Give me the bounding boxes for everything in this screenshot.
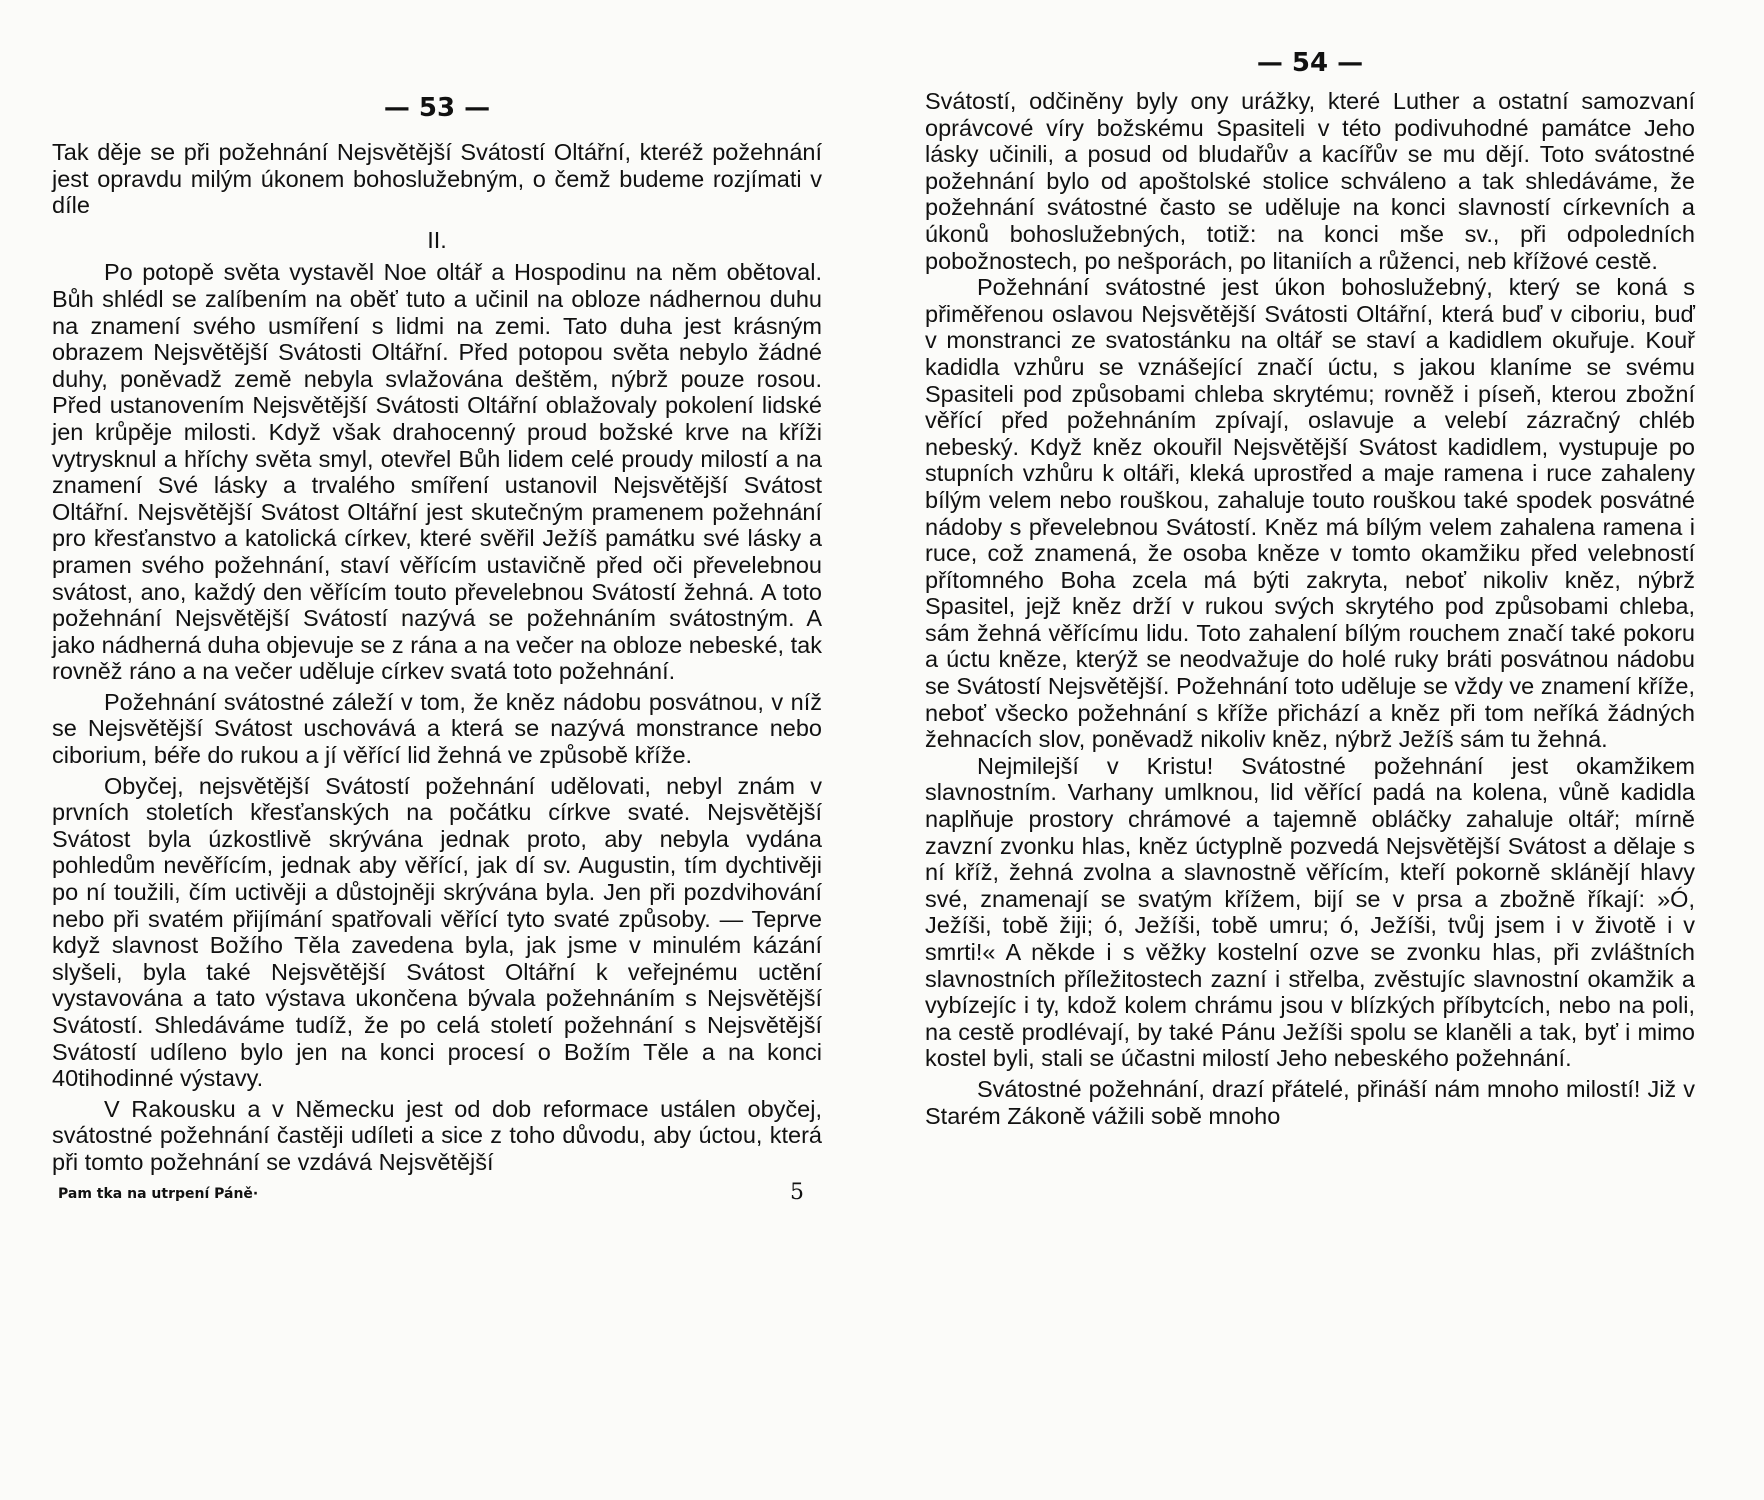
paragraph: Svátostné požehnání, drazí přátelé, přináší nám mnoho milostí! Již v Starém Zákoně vážili sobě mnoho [925,1075,1695,1129]
sheet-number: 5 [790,1179,804,1205]
paragraph: Obyčej, nejsvětější Svátostí požehnání udělovati, nebyl znám v prvních stoletích křesťanských na počátku církve svaté. Nejsvětější Svátost byla úzkostlivě skrývána jednak proto, aby nebyla vydána pohledům nevěřícím, jednak aby věřící, jak dí sv. Augustin, tím dychtivěji po ní toužili, čím uctivěji a důstojněji skrývána byla. Jen při pozdvihování nebo při svatém přijímání spatřovali věřící tyto svaté způsoby. — Teprve když slavnost Božího Těla zavedena byla, jak jsme v minulém kázání slyšeli, byla také Nejsvětější Svátost Oltářní k veřejnému uctění vystavována a tato výstava ukončena bývala požehnáním s Nejsvětější Svátostí. Shledáváme tudíž, že po celá století požehnání s Nejsvětější Svátostí udíleno bylo jen na konci procesí o Božím Těle a na konci 40tihodinné výstavy. [52,772,822,1092]
page-text [52,139,822,1176]
paragraph: Tak děje se při požehnání Nejsvětější Svátostí Oltářní, kteréž požehnání jest opravdu milým úkonem bohoslužebným, o čemž budeme rozjímati v díle [52,139,822,219]
paragraph: Požehnání svátostné jest úkon bohoslužebný, který se koná s přiměřenou oslavou Nejsvětější Svátosti Oltářní, která buď v ciboriu, buď v monstranci ze svatostánku na oltář se staví a kadidlem okuřuje. Kouř kadidla vzhůru se vznášející značí úctu, s jakou klaníme se svému Spasiteli pod způsobami chleba skrytému; rovněž i píseň, kterou zbožní věřící před požehnáním zpívají, oslavuje a velebí zázračný chléb nebeský. Když kněz okouřil Nejsvětější Svátost kadidlem, vystupuje po stupních vzhůru k oltáři, kleká uprostřed a maje ramena i ruce zahaleny bílým velem nebo rouškou, zahaluje touto rouškou také spodek posvátné nádoby s převelebnou Svátostí. Kněz má bílým velem zahalena ramena i ruce, což znamená, že osoba kněze v tomto okamžiku před velebností přítomného Boha zcela má býti zakryta, neboť nikoliv kněz, nýbrž Spasitel, jejž kněz drží v rukou svých skrytého pod způsobami chleba, sám žehná věřícímu lidu. Toto zahalení bílým rouchem značí také pokoru a úctu kněze, kterýž se neodvažuje do holé ruky bráti posvátnou nádobu se Svátostí Nejsvětější. Požehnání toto uděluje se vždy ve znamení kříže, neboť všecko požehnání s kříže přichází a kněz při tom neříká žádných žehnacích slov, poněvadž nikoliv kněz, nýbrž Ježíš sám tu žehná. [925,274,1695,753]
section-heading: II. [427,226,447,253]
paragraph: Požehnání svátostné záleží v tom, že kněz nádobu posvátnou, v níž se Nejsvětější Svátost uschovává a která se nazývá monstrance nebo ciborium, béře do rukou a jí věřící lid žehná ve způsobě kříže. [52,688,822,769]
right-page [925,0,1695,1129]
left-page [52,0,822,1204]
page-number: — 54 — [1256,48,1364,78]
paragraph: Po potopě světa vystavěl Noe oltář a Hospodinu na něm obětoval. Bůh shlédl se zalíbením na oběť tuto a učinil na obloze nádhernou duhu na znamení svého usmíření s lidmi na zemi. Tato duha jest krásným obrazem Nejsvětější Svátosti Oltářní. Před potopou světa nebylo žádné duhy, poněvadž země nebyla svlažována deštěm, nýbrž pouze rosou. Před ustanovením Nejsvětější Svátosti Oltářní oblažovaly pokolení lidské jen krůpěje milosti. Když však drahocenný proud božské krve na kříži vytrysknul a hříchy světa smyl, otevřel Bůh lidem celé proudy milostí a na znamení Své lásky a trvalého smíření ustanovil Nejsvětější Svátost Oltářní. Nejsvětější Svátost Oltářní jest skutečným pramenem požehnání pro křesťanstvo a katolická církev, které svěřil Ježíš památku své lásky a pramen svého požehnání, staví věřícím ustavičně před oči převelebnou svátost, ano, každý den věřícím touto převelebnou Svátostí žehná. A toto požehnání Nejsvětější Svátostí nazývá se požehnáním svátostným. A jako nádherná duha objevuje se z rána a na večer na obloze nebeské, tak rovněž ráno a na večer uděluje církev svatá toto požehnání. [52,259,822,685]
paragraph: Svátostí, odčiněny byly ony urážky, které Luther a ostatní samozvaní oprávcové víry božskému Spasiteli v této podivuhodné památce Jeho lásky učinili, a posud od bludařův a kacířův se mu dějí. Toto svátostné požehnání bylo od apoštolské stolice schváleno a tak shledáváme, že požehnání svátostné často se uděluje na konci slavností církevních a úkonů bohoslužebných, totiž: na konci mše sv., při odpoledních pobožnostech, po nešporách, po litaniích a růženci, neb křížové cestě. [925,88,1695,274]
paragraph: Nejmilejší v Kristu! Svátostné požehnání jest okamžikem slavnostním. Varhany umlknou, lid věřící padá na kolena, vůně kadidla naplňuje prostory chrámové a tajemně obláčky zahaluje oltář; mírně zavzní zvonku hlas, kněz úctyplně pozvedá Nejsvětější Svátost a dělaje s ní kříž, žehná zvolna a slavnostně věřícím, kteří pokorně sklánějí hlavy své, znamenají se svatým křížem, bijí se v prsa a zbožně říkají: »Ó, Ježíši, tobě žiji; ó, Ježíši, tobě umru; ó, Ježíši, tvůj jsem i v životě i v smrti!« A někde i s věžky kostelní ozve se zvonku hlas, při zvláštních slavnostních příležitostech zazní i střelba, zvěstujíc slavnostní okamžik a vybízejíc i ty, kdož kolem chrámu jsou v blízkých příbytcích, nebo na poli, na cestě prodlévají, by také Pánu Ježíši spolu se klaněli a tak, byť i mimo kostel byli, stali se účastni milostí Jeho nebeského požehnání. [925,752,1695,1072]
signature-mark: Pam tka na utrpení Páně· [58,1185,259,1202]
page-text [925,88,1695,1129]
page-number: — 53 — [383,93,491,123]
page-footer [52,1180,822,1204]
paragraph: V Rakousku a v Německu jest od dob reformace ustálen obyčej, svátostné požehnání častěji udíleti a sice z toho důvodu, aby úctou, která při tomto požehnání se vzdává Nejsvětější [52,1095,822,1175]
